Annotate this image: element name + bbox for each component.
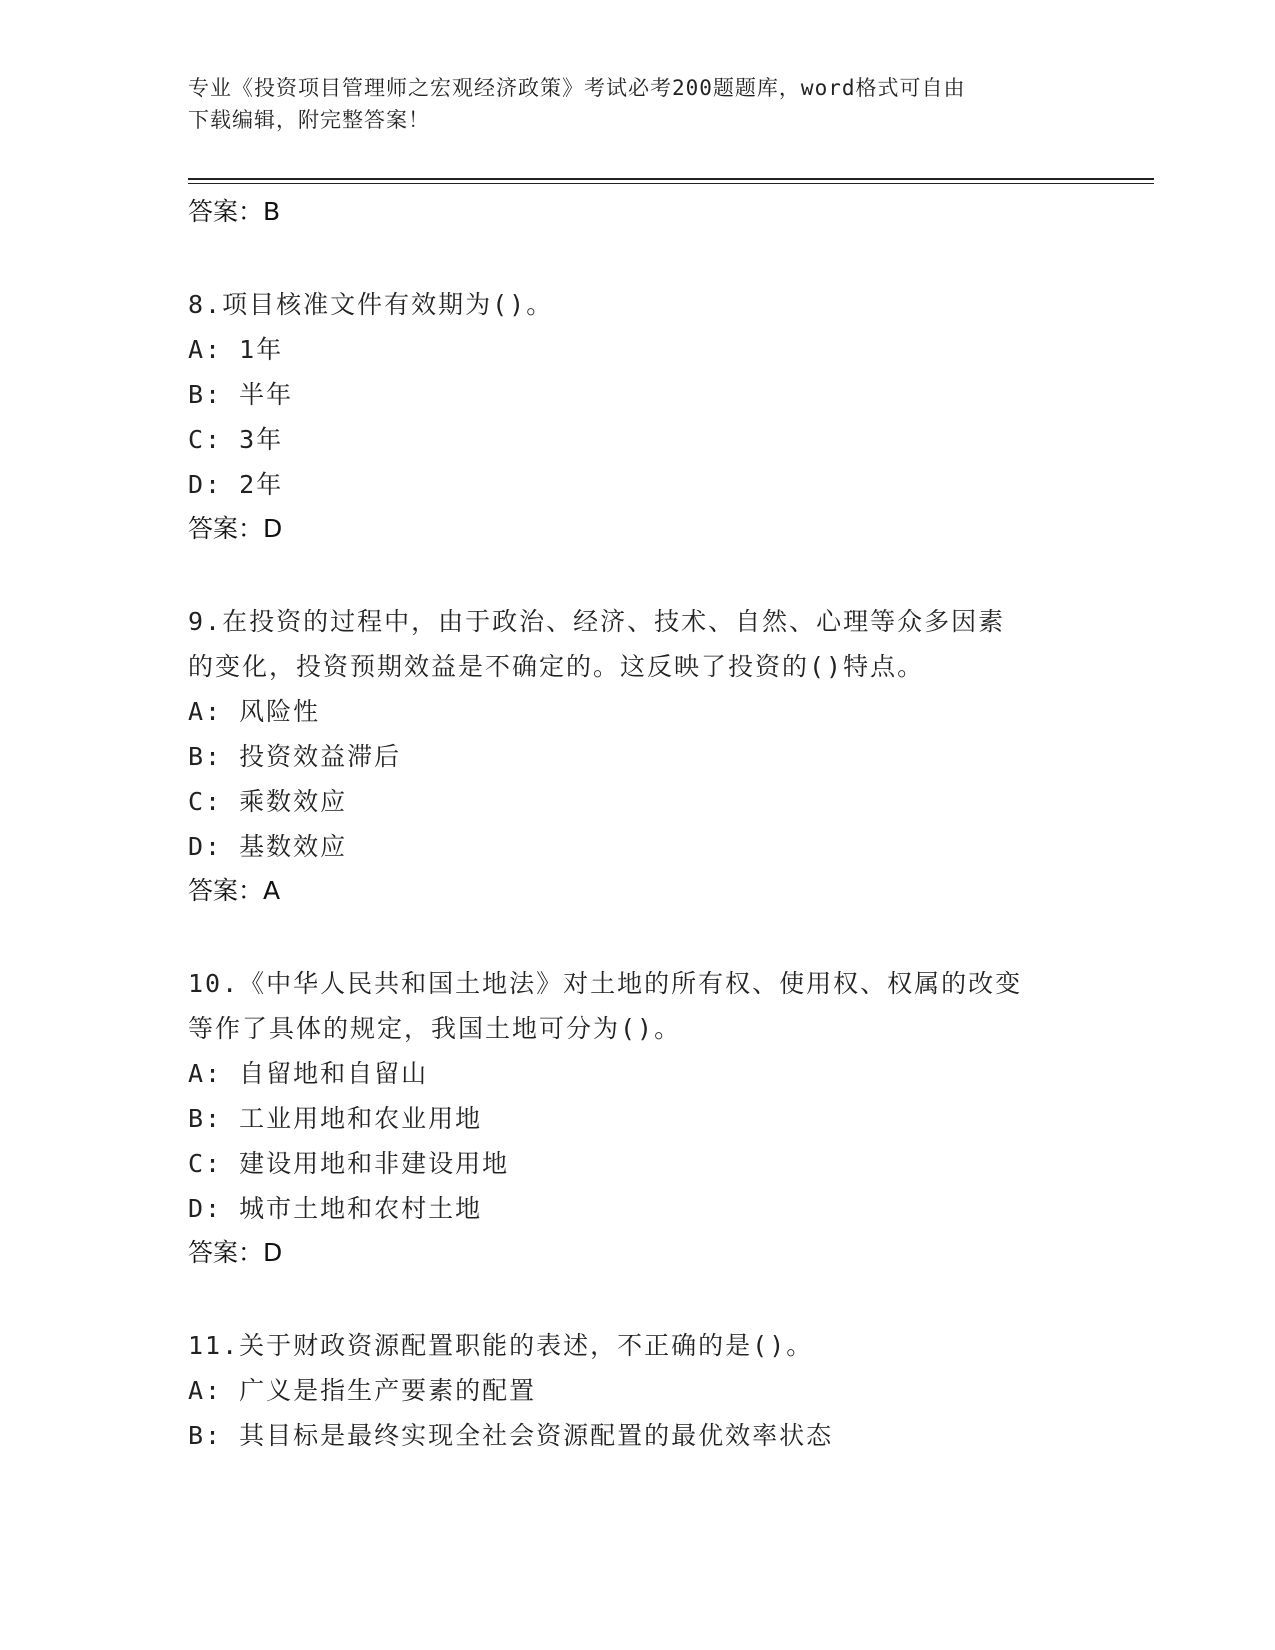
question-stem-line: 等作了具体的规定，我国土地可分为()。 <box>188 1014 682 1043</box>
question-10 <box>188 961 1118 1275</box>
option-d: D: 城市土地和农村土地 <box>188 1194 483 1223</box>
option-b: B: 工业用地和农业用地 <box>188 1104 483 1133</box>
option-a: A: 1年 <box>188 335 284 364</box>
answer-line: 答案：A <box>188 876 281 905</box>
option-b: B: 投资效益滞后 <box>188 742 402 771</box>
option-c: C: 乘数效应 <box>188 787 348 816</box>
question-stem-line: 10.《中华人民共和国土地法》对土地的所有权、使用权、权属的改变 <box>188 969 1023 998</box>
option-c: C: 3年 <box>188 425 284 454</box>
question-stem: 11.关于财政资源配置职能的表述，不正确的是()。 <box>188 1331 814 1360</box>
document-header <box>188 72 1088 136</box>
question-stem-line: 9.在投资的过程中，由于政治、经济、技术、自然、心理等众多因素 <box>188 607 1006 636</box>
question-11 <box>188 1323 1118 1458</box>
option-d: D: 2年 <box>188 470 284 499</box>
option-a: A: 风险性 <box>188 697 321 726</box>
option-c: C: 建设用地和非建设用地 <box>188 1149 510 1178</box>
option-b: B: 其目标是最终实现全社会资源配置的最优效率状态 <box>188 1421 834 1450</box>
question-stem: 8.项目核准文件有效期为()。 <box>188 290 554 319</box>
answer-line: 答案：D <box>188 514 283 543</box>
question-9 <box>188 599 1118 913</box>
answer-line: 答案：B <box>188 197 281 226</box>
header-line-1: 专业《投资项目管理师之宏观经济政策》考试必考200题题库，word格式可自由 <box>188 76 966 100</box>
header-rule-thin <box>188 183 1154 184</box>
question-stem-line: 的变化，投资预期效益是不确定的。这反映了投资的()特点。 <box>188 652 925 681</box>
header-line-2: 下载编辑，附完整答案！ <box>188 108 430 132</box>
answer-line: 答案：D <box>188 1238 283 1267</box>
option-a: A: 广义是指生产要素的配置 <box>188 1376 537 1405</box>
question-8 <box>188 282 1118 551</box>
question-list <box>188 190 1118 1458</box>
option-a: A: 自留地和自留山 <box>188 1059 429 1088</box>
option-b: B: 半年 <box>188 380 294 409</box>
option-d: D: 基数效应 <box>188 832 348 861</box>
header-rule-thick <box>188 178 1154 180</box>
